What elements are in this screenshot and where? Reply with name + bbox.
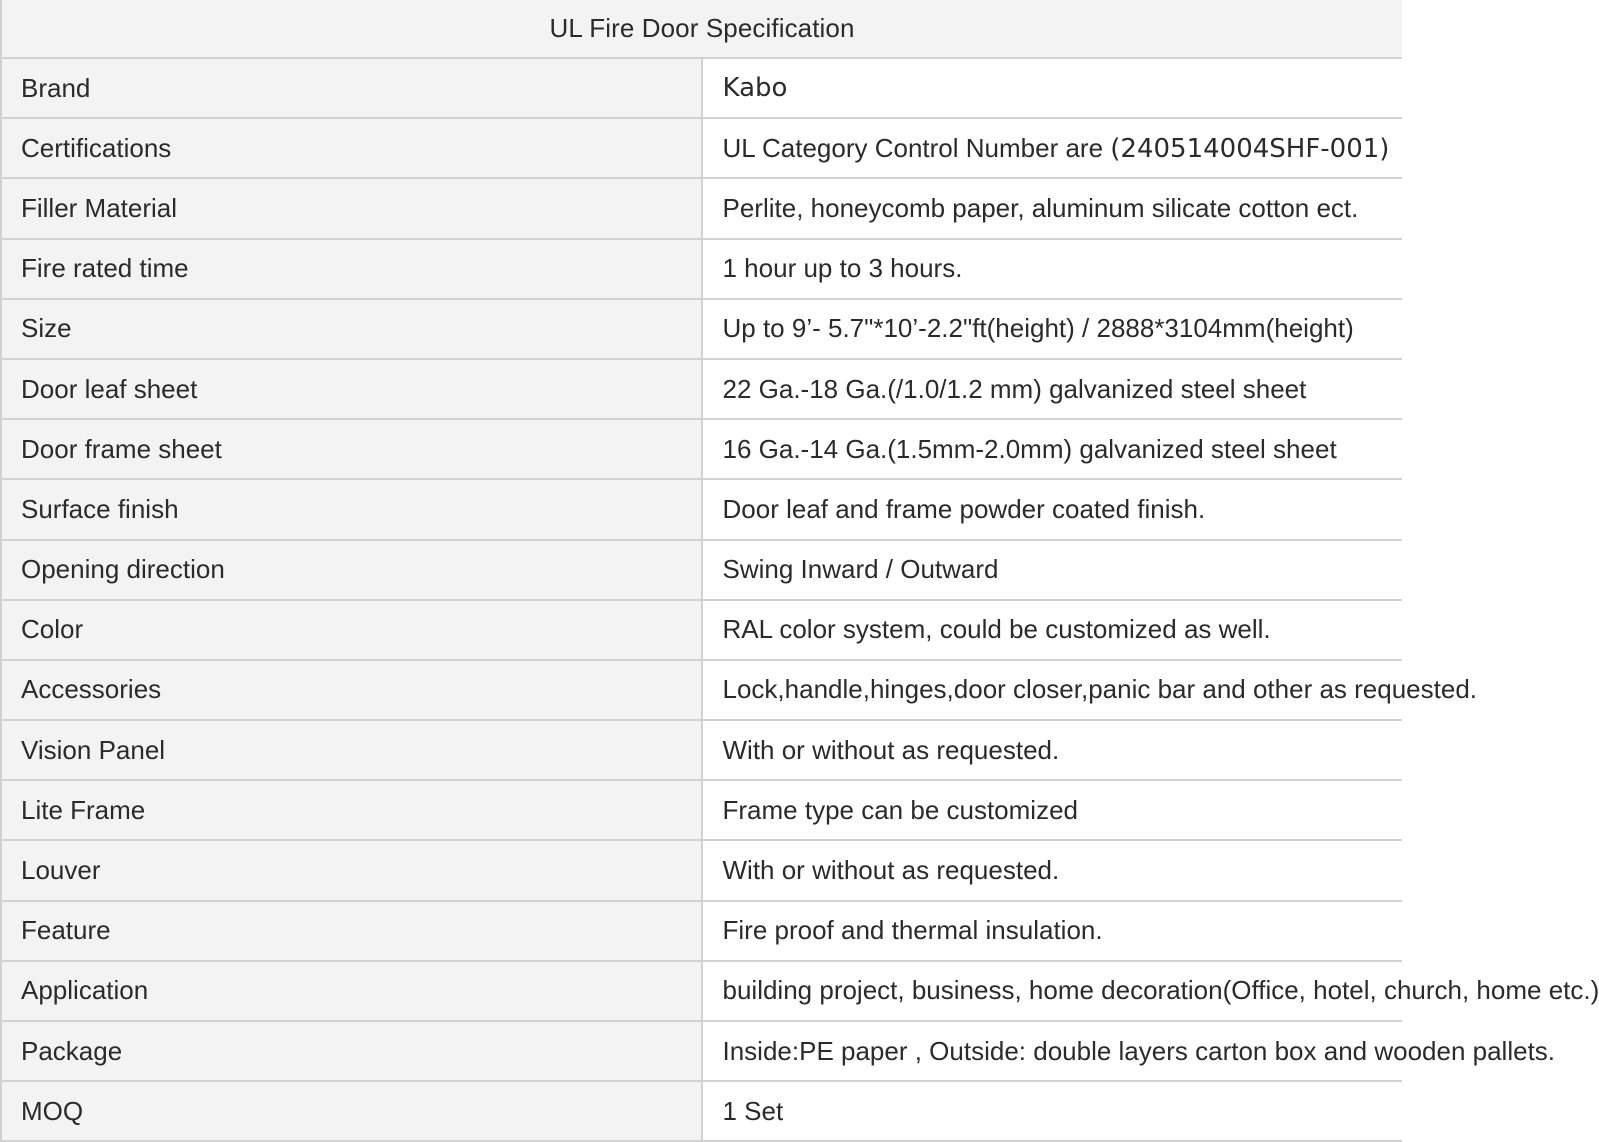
table-row-package [1, 1021, 1402, 1081]
row-label: Feature [1, 901, 702, 961]
row-label: Vision Panel [1, 720, 702, 780]
row-value: 1 hour up to 3 hours. [702, 239, 1403, 299]
row-value: 1 Set [702, 1081, 1403, 1141]
row-label: Accessories [1, 660, 702, 720]
table-row-color [1, 600, 1402, 660]
row-value [702, 118, 1403, 178]
table-row-certifications [1, 118, 1402, 178]
table-row-door-leaf-sheet [1, 359, 1402, 419]
row-label: Brand [1, 58, 702, 118]
table-row-brand [1, 58, 1402, 118]
table-row-moq [1, 1081, 1402, 1141]
row-value: Door leaf and frame powder coated finish. [702, 479, 1403, 539]
row-label: Filler Material [1, 178, 702, 238]
row-value-code: (240514004SHF-001) [1110, 133, 1390, 164]
row-value: building project, business, home decoration(Office, hotel, church, home etc.) [702, 961, 1403, 1021]
row-value: With or without as requested. [702, 720, 1403, 780]
row-label: MOQ [1, 1081, 702, 1141]
table-row-feature [1, 901, 1402, 961]
row-value: 16 Ga.-14 Ga.(1.5mm-2.0mm) galvanized steel sheet [702, 419, 1403, 479]
row-label: Door leaf sheet [1, 359, 702, 419]
table-row-accessories [1, 660, 1402, 720]
row-value: Up to 9’- 5.7"*10’-2.2"ft(height) / 2888*3104mm(height) [702, 299, 1403, 359]
row-value: Swing Inward / Outward [702, 540, 1403, 600]
table-row-lite-frame [1, 780, 1402, 840]
row-value: With or without as requested. [702, 840, 1403, 900]
row-value: Kabo [702, 58, 1403, 118]
table-row-louver [1, 840, 1402, 900]
row-label: Lite Frame [1, 780, 702, 840]
row-label: Surface finish [1, 479, 702, 539]
row-label: Application [1, 961, 702, 1021]
row-label: Size [1, 299, 702, 359]
table-row-vision-panel [1, 720, 1402, 780]
row-value: Fire proof and thermal insulation. [702, 901, 1403, 961]
table-title-row [1, 0, 1402, 58]
row-value-text: UL Category Control Number are [722, 132, 1104, 163]
table-title: UL Fire Door Specification [1, 0, 1402, 58]
row-label: Opening direction [1, 540, 702, 600]
table-row-fire-rated-time [1, 239, 1402, 299]
table-row-application [1, 961, 1402, 1021]
table-row-size [1, 299, 1402, 359]
row-label: Package [1, 1021, 702, 1081]
row-value: Inside:PE paper , Outside: double layers carton box and wooden pallets. [702, 1021, 1403, 1081]
row-value: Perlite, honeycomb paper, aluminum silicate cotton ect. [702, 178, 1403, 238]
table-row-filler-material [1, 178, 1402, 238]
row-label: Door frame sheet [1, 419, 702, 479]
table-row-door-frame-sheet [1, 419, 1402, 479]
table-row-opening-direction [1, 540, 1402, 600]
row-value: Lock,handle,hinges,door closer,panic bar and other as requested. [702, 660, 1403, 720]
row-value: RAL color system, could be customized as well. [702, 600, 1403, 660]
row-value: Frame type can be customized [702, 780, 1403, 840]
row-label: Fire rated time [1, 239, 702, 299]
table-row-surface-finish [1, 479, 1402, 539]
row-label: Louver [1, 840, 702, 900]
row-label: Certifications [1, 118, 702, 178]
row-label: Color [1, 600, 702, 660]
row-value: 22 Ga.-18 Ga.(/1.0/1.2 mm) galvanized steel sheet [702, 359, 1403, 419]
